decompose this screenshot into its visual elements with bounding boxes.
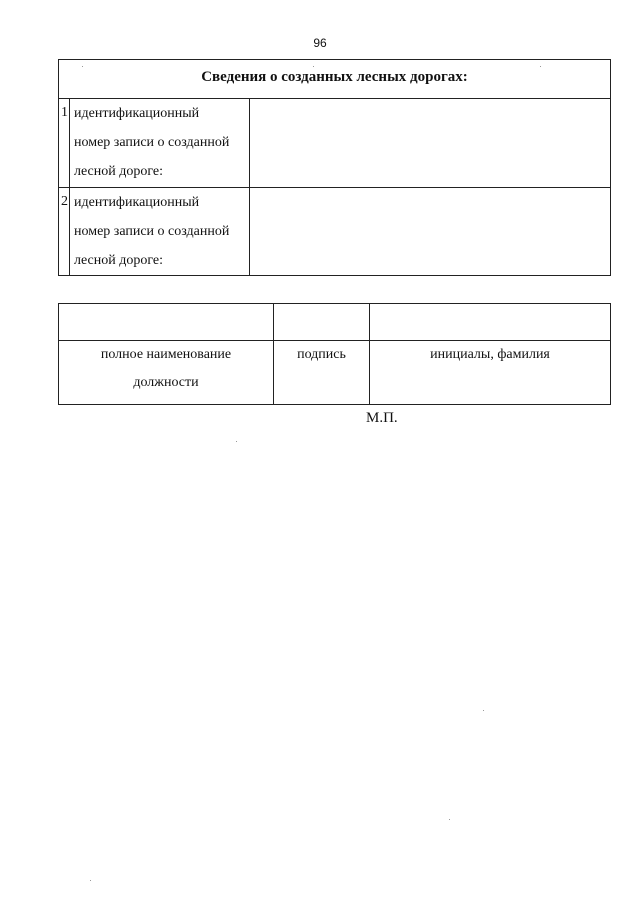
road-label-line: лесной дороге: [74,253,164,268]
road-row-label [70,188,250,275]
signature-caption-row [59,341,610,404]
position-caption-line: должности [133,375,199,390]
name-entry-field[interactable] [370,304,610,340]
created-forest-roads-table [58,59,611,276]
road-label-line: номер записи о созданной [74,224,230,239]
road-label-line: идентификационный [74,106,200,121]
signature-caption: подпись [274,341,370,404]
page-number: 96 [313,36,327,50]
scan-speck [483,710,484,711]
road-row-number: 1 [59,99,70,187]
road-record-id-field[interactable] [250,99,610,187]
scan-speck [236,441,237,442]
road-row-number: 2 [59,188,70,275]
scan-speck [540,66,541,67]
signature-entry-field[interactable] [274,304,370,340]
scan-speck [90,880,91,881]
road-label-line: лесной дороге: [74,164,164,179]
signature-table [58,303,611,405]
scan-speck [449,819,450,820]
stamp-placeholder: М.П. [366,410,398,426]
signature-entry-row [59,304,610,341]
road-label-line: идентификационный [74,195,200,210]
road-record-id-field[interactable] [250,188,610,275]
road-row-2 [59,188,610,275]
position-caption [59,341,274,404]
scan-speck [82,66,83,67]
road-row-1 [59,99,610,188]
road-label-line: номер записи о созданной [74,135,230,150]
road-row-label [70,99,250,187]
name-caption: инициалы, фамилия [430,347,550,362]
scan-speck [313,66,314,67]
position-entry-field[interactable] [59,304,274,340]
position-caption-line: полное наименование [100,347,232,362]
roads-table-title: Сведения о созданных лесных дорогах: [59,60,610,99]
